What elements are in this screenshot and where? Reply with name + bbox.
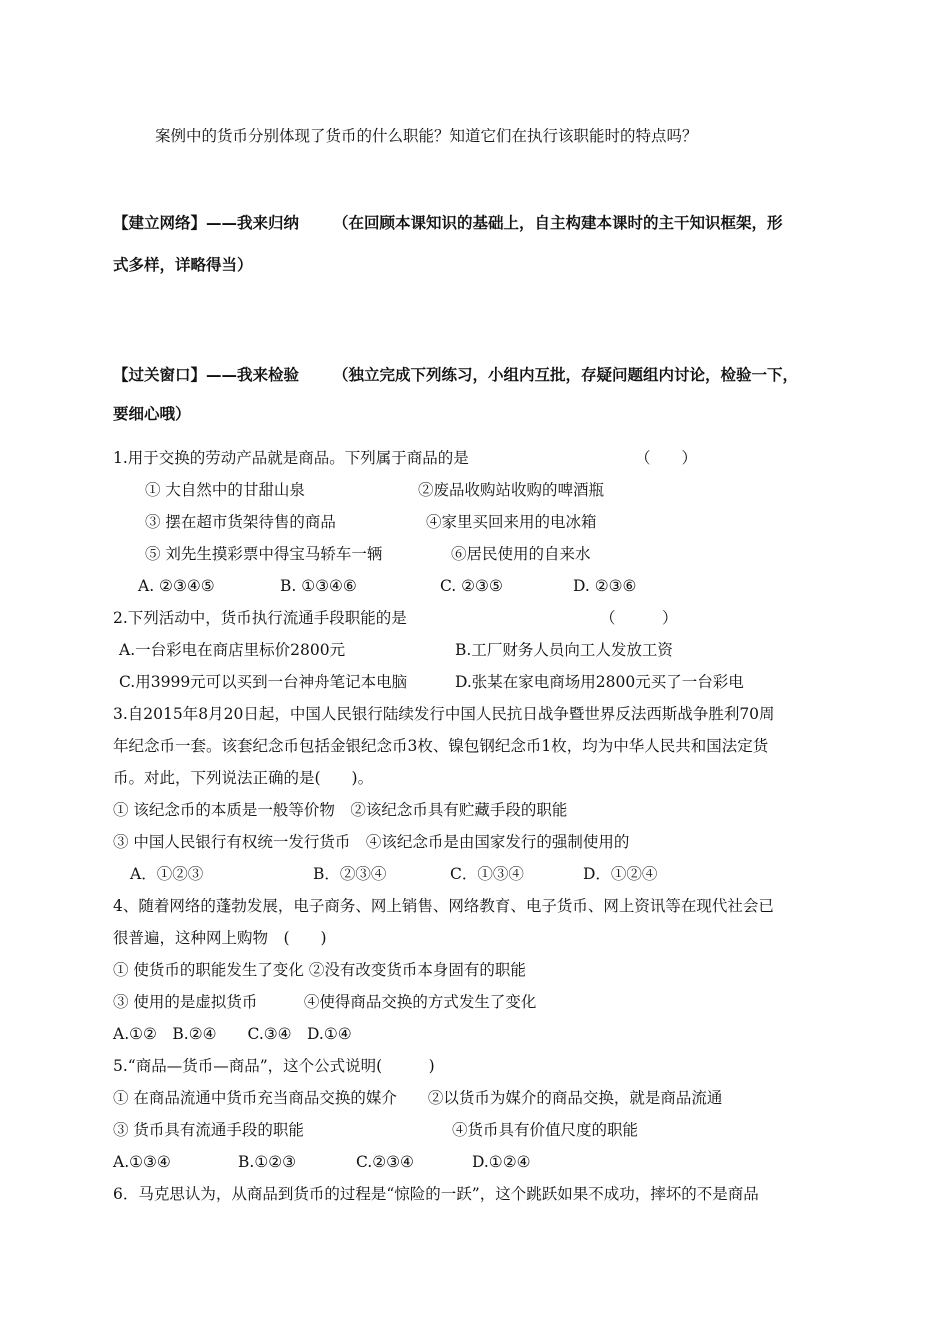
q1-choice-d: D. ②③⑥: [573, 577, 637, 595]
q1-choice-b: B. ①③④⑥: [280, 577, 357, 595]
q1-choice-a: A. ②③④⑤: [138, 577, 215, 595]
q1-option-2: ②废品收购站收购的啤酒瓶: [418, 481, 605, 499]
section-build-network-note-cont: 式多样，详略得当）: [113, 256, 253, 274]
q3-stem-cont-1: 年纪念币一套。该套纪念币包括金银纪念币3枚、镍包钢纪念币1枚，均为中华人民共和国法定货: [113, 737, 769, 755]
q3-stem: 3.自2015年8月20日起，中国人民银行陆续发行中国人民抗日战争暨世界反法西斯战争胜利70周: [113, 705, 775, 723]
section-build-network-title: 【建立网络】——我来归纳: [113, 214, 300, 232]
q3-choice-a: A．①②③: [130, 865, 204, 883]
q3-choice-c: C．①③④: [450, 865, 524, 883]
q3-options-line-1: ① 该纪念币的本质是一般等价物 ②该纪念币具有贮藏手段的职能: [113, 801, 568, 819]
q3-stem-cont-2: 币。对此，下列说法正确的是( )。: [113, 769, 374, 787]
q1-choice-c: C. ②③⑤: [440, 577, 503, 595]
intro-question: 案例中的货币分别体现了货币的什么职能？知道它们在执行该职能时的特点吗？: [155, 127, 698, 145]
q1-option-6: ⑥居民使用的自来水: [451, 545, 591, 563]
q2-stem: 2.下列活动中，货币执行流通手段职能的是: [113, 609, 407, 627]
q3-choice-d: D．①②④: [583, 865, 658, 883]
q2-choice-a: A.一台彩电在商店里标价2800元: [119, 641, 346, 659]
section-checkpoint-note: （独立完成下列练习，小组内互批，存疑问题组内讨论，检验一下，: [333, 366, 799, 384]
q1-option-5: ⑤ 刘先生摸彩票中得宝马轿车一辆: [145, 545, 383, 563]
q4-stem: 4、随着网络的蓬勃发展，电子商务、网上销售、网络教育、电子货币、网上资讯等在现代社会已: [113, 897, 774, 915]
q3-choice-b: B．②③④: [313, 865, 387, 883]
q4-options-line-2: ③ 使用的是虚拟货币 ④使得商品交换的方式发生了变化: [113, 993, 537, 1011]
q5-choice-c: C.②③④: [356, 1153, 414, 1171]
q1-option-1: ① 大自然中的甘甜山泉: [145, 481, 305, 499]
q4-stem-cont: 很普遍，这种网上购物 ( ): [113, 929, 327, 947]
q5-choice-d: D.①②④: [472, 1153, 531, 1171]
q6-stem: 6．马克思认为，从商品到货币的过程是“惊险的一跃”，这个跳跃如果不成功，摔坏的不是商品: [113, 1185, 759, 1203]
q1-stem: 1.用于交换的劳动产品就是商品。下列属于商品的是: [113, 449, 469, 467]
q5-choice-a: A.①③④: [113, 1153, 171, 1171]
q2-choice-c: C.用3999元可以买到一台神舟笔记本电脑: [119, 673, 408, 691]
q2-choice-b: B.工厂财务人员向工人发放工资: [455, 641, 673, 659]
q5-option-3: ③ 货币具有流通手段的职能: [113, 1121, 304, 1139]
section-checkpoint-note-cont: 要细心哦）: [113, 405, 191, 423]
q5-options-line-1: ① 在商品流通中货币充当商品交换的媒介 ②以货币为媒介的商品交换，就是商品流通: [113, 1089, 723, 1107]
q1-answer-bracket[interactable]: （ ）: [635, 449, 698, 467]
q5-choice-b: B.①②③: [238, 1153, 297, 1171]
q3-options-line-2: ③ 中国人民银行有权统一发行货币 ④该纪念币是由国家发行的强制使用的: [113, 833, 630, 851]
q1-option-4: ④家里买回来用的电冰箱: [426, 513, 597, 531]
q1-option-3: ③ 摆在超市货架待售的商品: [145, 513, 336, 531]
section-build-network-note: （在回顾本课知识的基础上，自主构建本课时的主干知识框架，形: [333, 214, 783, 232]
q2-answer-bracket[interactable]: （ ）: [600, 609, 678, 627]
q4-options-line-1: ① 使货币的职能发生了变化 ②没有改变货币本身固有的职能: [113, 961, 526, 979]
section-checkpoint-title: 【过关窗口】——我来检验: [113, 366, 300, 384]
q4-choices: A.①② B.②④ C.③④ D.①④: [113, 1025, 352, 1043]
q5-option-4: ④货币具有价值尺度的职能: [452, 1121, 639, 1139]
q5-stem: 5.“商品—货币—商品”，这个公式说明( ): [113, 1057, 435, 1075]
q2-choice-d: D.张某在家电商场用2800元买了一台彩电: [455, 673, 744, 691]
